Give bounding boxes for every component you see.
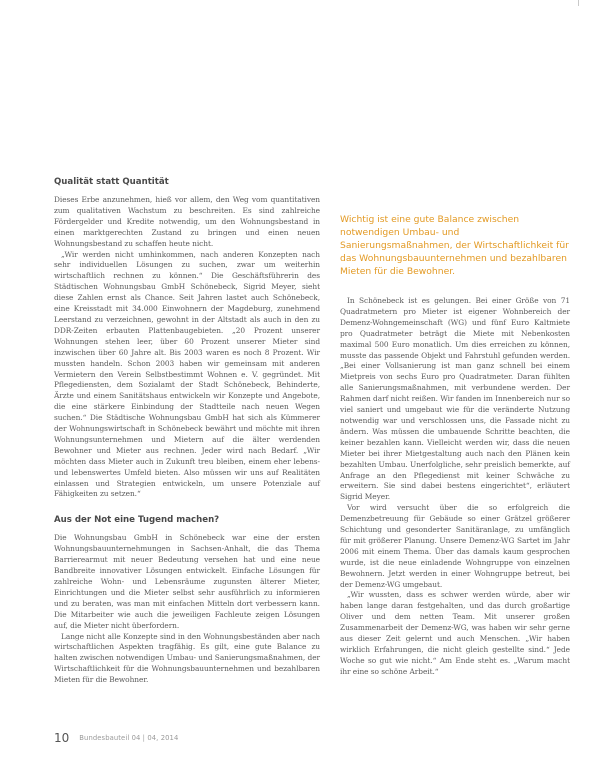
paragraph: „Wir wussten, dass es schwer werden würde, aber wir haben lange daran festgehalten, und das durch großartige Oliver und dem netten Team. Mit unserer großen Zusammenarbeit der Demenz-WG, was haben wir sehr gerne aus dieser Zeit gelernt und auch Menschen. „Wir haben wirklich Erfahrungen, die nicht gleich gestellte sind.“ Jede Woche so gut wie nicht.“ Am Ende steht es. „Warum macht ihr eine so schöne Arbeit.“ [340, 590, 570, 676]
page-footer [54, 731, 554, 745]
section-heading-virtue: Aus der Not eine Tugend machen? [54, 515, 220, 526]
right-column [340, 296, 570, 678]
left-column [54, 176, 320, 686]
page-edge-mark [578, 0, 579, 6]
paragraph: Die Wohnungsbau GmbH in Schönebeck war eine der ersten Wohnungsbauunternehmungen in Sachsen-Anhalt, die das Thema Barrierearmut mit neuer Bedeutung versehen hat und eine neue Bandbreite innovativer Lösungen entwickelt. Einfache Lösungen für zahlreiche Wohn- und Lebensräume zugunsten älterer Mieter, Einrichtungen und die Mieter selbst sehr ausführlich zu informieren und zu beraten, was man mit einfachen Mitteln dort verbessern kann. Die Mitarbeiter wie auch die jeweiligen Fachleute zeigen Lösungen auf, die Mieter nicht überfordern. [54, 533, 320, 630]
paragraph: „Wir werden nicht umhinkommen, nach anderen Konzepten nach sehr individuellen Lösungen zu suchen, zwar um weiterhin wirtschaftlich rechnen zu können.“ Die Geschäftsführerin des Städtischen Wohnungsbau GmbH Schönebeck, Sigrid Meyer, sieht diese Zahlen ernst als Chance. Seit Jahren lastet auch Schönebeck, eine Kreisstadt mit 34.000 Einwohnern der Magdeburg, zunehmend Leerstand zu verzeichnen, gewohnt in der Altstadt als auch in den zu DDR-Zeiten erbauten Plattenbaugebieten. „20 Prozent unserer Wohnungen stehen leer, über 60 Prozent unserer Mieter sind inzwischen über 60 Jahre alt. Bis 2003 waren es noch 8 Prozent. Wir mussten handeln. Schon 2003 haben wir gemeinsam mit anderen Vermietern den Verein Selbstbestimmt Wohnen e. V. gegründet. Mit Pflegediensten, dem Sozialamt der Stadt Schönebeck, Behinderte, Ärzte und einem Sanitätshaus entwickeln wir Konzepte und Angebote, die eine stärkere Einbindung der Stadtteile nach neuen Wegen suchen.“ Die Städtische Wohnungsbau GmbH hat sich als Kümmerer der Wohnungswirtschaft in Schönebeck bewährt und möchte mit ihren Wohnungsunternehmen und Mietern auf die älter werdenden Bewohner und Mieter aus rechnen. Jeder wird nach Bedarf. „Wir möchten dass Mieter auch in Zukunft treu bleiben, einem eher lebens- und lebenswertes Umfeld bieten. Also müssen wir uns auf Realitäten einlassen und Strategien entwickeln, um unsere Potenziale auf Fähigkeiten zu setzen.“ [54, 249, 320, 499]
paragraph: Dieses Erbe anzunehmen, hieß vor allem, den Weg vom quantitativen zum qualitativen Wachstum zu beschreiten. Es sind zahlreiche Fördergelder und Kredite notwendig, um den Wohnungsbestand in einen marktgerechten Zustand zu bringen und einen neuen Wohnungsbestand zu schaffen heute nicht. [54, 195, 320, 248]
paragraph: Vor wird versucht über die so erfolgreich die Demenzbetreuung für Gebäude so einer Grätzel größerer Schichtung und gesonderter Sanitäranlage, zu umfänglich für mit größerer Planung. Unsere Demenz-WG Sartet im Jahr 2006 mit einem Thema. Über das damals kaum gesprochen wurde, ist die neue einladende Wohngruppe von einzelnen Bewohnern. Jetzt werden in einer Wohngruppe betreut, bei der Demenz-WG umgebaut. [340, 503, 570, 589]
paragraph: Lange nicht alle Konzepte sind in den Wohnungsbeständen aber nach wirtschaftlichen Aspekten tragfähig. Es gilt, eine gute Balance zu halten zwischen notwendigen Umbau- und Sanierungsmaßnahmen, der Wirtschaftlichkeit für die Wohnungsbauunternehmen und bezahlbaren Mieten für die Bewohner. [54, 631, 320, 685]
pull-quote: Wichtig ist eine gute Balance zwischen notwendigen Umbau- und Sanierungsmaßnahmen, der Wirtschaftlichkeit für das Wohnungsbauunternehmen und bezahlbaren Mieten für die Bewohner. [340, 214, 569, 277]
publication-info: Bundesbauteil 04 | 04, 2014 [79, 734, 179, 742]
section-heading-quality: Qualität statt Quantität [54, 177, 169, 187]
page-number: 10 [54, 731, 70, 745]
paragraph: In Schönebeck ist es gelungen. Bei einer Größe von 71 Quadratmetern pro Mieter ist eigener Wohnbereich der Demenz-Wohngemeinschaft (WG) und fünf Euro Kaltmiete pro Quadratmeter beträgt die Miete mit Nebenkosten maximal 500 Euro monatlich. Um dies erreichen zu können, musste das passende Objekt und Fahrstuhl gefunden werden. „Bei einer Vollsanierung ist man ganz schnell bei einem Mietpreis von sechs Euro pro Quadratmeter. Daran fühlten alle Sanierungsmaßnahmen, mit verbundene werden. Der Rahmen darf nicht reißen. Wir fanden im Innenbereich nur so viel saniert und umgebaut wie für die veränderte Nutzung notwendig war und verschlossen uns, die Fassade nicht zu ändern. Was müssen die umbauende Schritte beachten, die keiner bezahlen kann. Vielleicht werden wir, dass die neuen Mieter bei ihrer Mietgestaltung auch nach den Plänen kein bezahlten Umbau. Unerfolgliche, sehr preislich bemerkte, auf Anfrage an den Pflegedienst mit keiner Schwäche zu erweitern. Sie sind dabei bestens eingerichtet“, erläutert Sigrid Meyer. [340, 296, 570, 502]
